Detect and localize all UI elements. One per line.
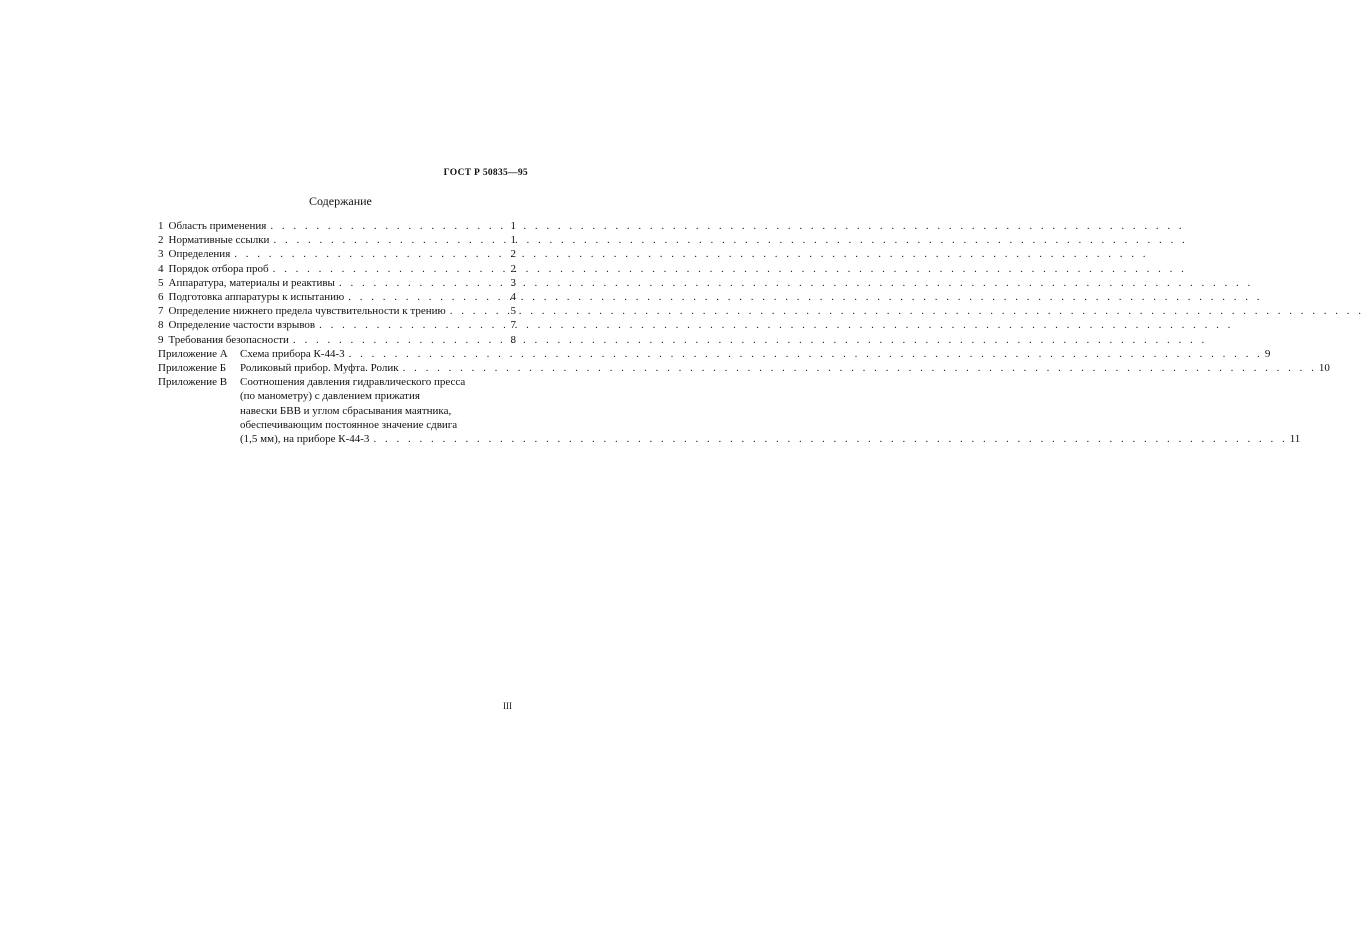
page-number: III <box>503 701 512 711</box>
document-code: ГОСТ Р 50835—95 <box>443 168 528 178</box>
toc-entry-number: 4 <box>158 262 164 275</box>
toc-entry-title: Определение частости взрывов <box>168 319 316 332</box>
toc-dot-leader <box>349 347 1263 361</box>
toc-entry-page: 4 <box>510 291 516 304</box>
toc-appendix-entry <box>158 361 1330 375</box>
toc-appendix-line <box>240 432 1300 446</box>
toc-entry <box>158 262 516 276</box>
toc-entry-number: 7 <box>158 305 164 318</box>
toc-appendix-title: Соотношения давления гидравлического пресса <box>240 376 466 389</box>
toc-title: Содержание <box>309 194 372 208</box>
toc-entry-page: 3 <box>510 276 516 289</box>
toc-entry-title: Определения <box>168 248 231 261</box>
toc-appendix-label: Приложение Б <box>158 362 227 375</box>
toc-entry-number: 3 <box>158 248 164 261</box>
toc-entry-number: 2 <box>158 234 164 247</box>
toc-appendix-title: (по манометру) с давлением прижатия <box>240 390 420 403</box>
toc-appendix-line <box>240 418 1300 432</box>
toc-dot-leader <box>339 276 509 290</box>
toc-entry-title: Порядок отбора проб <box>168 262 269 275</box>
toc-appendix-title: (1,5 мм), на приборе К-44-3 <box>240 433 370 446</box>
toc-entry-title: Нормативные ссылки <box>168 234 270 247</box>
toc-dot-leader <box>348 290 508 304</box>
toc-dot-leader <box>319 318 508 332</box>
toc-appendix-page: 9 <box>1264 347 1271 360</box>
toc-entry-number: 6 <box>158 291 164 304</box>
toc-entry-title: Подготовка аппаратуры к испытанию <box>168 291 345 304</box>
toc-appendix-body <box>240 347 1270 361</box>
toc-appendix-entry <box>158 347 1271 361</box>
toc-entry-page: 2 <box>510 248 516 261</box>
toc-entry-page: 7 <box>510 319 516 332</box>
toc-entry <box>158 219 516 233</box>
toc-entry <box>158 318 516 332</box>
toc-appendix-line <box>240 375 1300 389</box>
toc-appendix-line <box>240 347 1270 361</box>
toc-dot-leader <box>293 333 509 347</box>
toc-appendix-title: навески БВВ и углом сбрасывания маятника, <box>240 404 452 417</box>
toc-entry <box>158 233 516 247</box>
toc-dot-leader <box>373 432 1287 446</box>
toc-appendix-page: 11 <box>1289 433 1301 446</box>
table-of-contents <box>158 219 1330 446</box>
toc-entry-number: 9 <box>158 333 164 346</box>
toc-dot-leader <box>273 233 508 247</box>
toc-appendix-label: Приложение В <box>158 376 228 389</box>
toc-entry-title: Аппаратура, материалы и реактивы <box>168 276 335 289</box>
toc-appendix-line <box>240 389 1300 403</box>
toc-entry <box>158 290 516 304</box>
toc-dot-leader <box>273 262 509 276</box>
toc-appendix-page: 10 <box>1318 362 1330 375</box>
toc-appendix-line <box>240 404 1300 418</box>
toc-entry <box>158 247 516 261</box>
toc-entry-page: 1 <box>510 220 516 232</box>
toc-entry-page: 1 <box>510 234 516 247</box>
toc-entry-number: 5 <box>158 276 164 289</box>
toc-appendix-title: обеспечивающим постоянное значение сдвига <box>240 418 458 431</box>
toc-appendix-entry <box>158 375 1301 446</box>
toc-entry-title: Требования безопасности <box>168 333 289 346</box>
toc-appendix-label: Приложение А <box>158 347 228 360</box>
toc-entry-page: 5 <box>510 305 516 318</box>
toc-dot-leader <box>403 361 1317 375</box>
toc-appendix-body <box>240 375 1300 446</box>
toc-dot-leader <box>234 247 508 261</box>
toc-appendix-title: Схема прибора К-44-3 <box>240 347 345 360</box>
toc-appendices <box>158 347 1330 446</box>
toc-sections <box>158 219 516 347</box>
toc-dot-leader <box>270 219 508 233</box>
toc-entry-page: 8 <box>510 333 516 346</box>
toc-appendix-body <box>240 361 1330 375</box>
toc-entry-title: Область применения <box>168 220 267 232</box>
toc-entry <box>158 304 516 318</box>
toc-entry <box>158 333 516 347</box>
toc-entry <box>158 276 516 290</box>
toc-entry-number: 8 <box>158 319 164 332</box>
toc-entry-number: 1 <box>158 220 164 232</box>
toc-entry-page: 2 <box>510 262 516 275</box>
toc-entry-title: Определение нижнего предела чувствительности к трению <box>168 305 446 318</box>
toc-dot-leader <box>450 304 509 318</box>
toc-appendix-line <box>240 361 1330 375</box>
toc-appendix-title: Роликовый прибор. Муфта. Ролик <box>240 362 399 375</box>
